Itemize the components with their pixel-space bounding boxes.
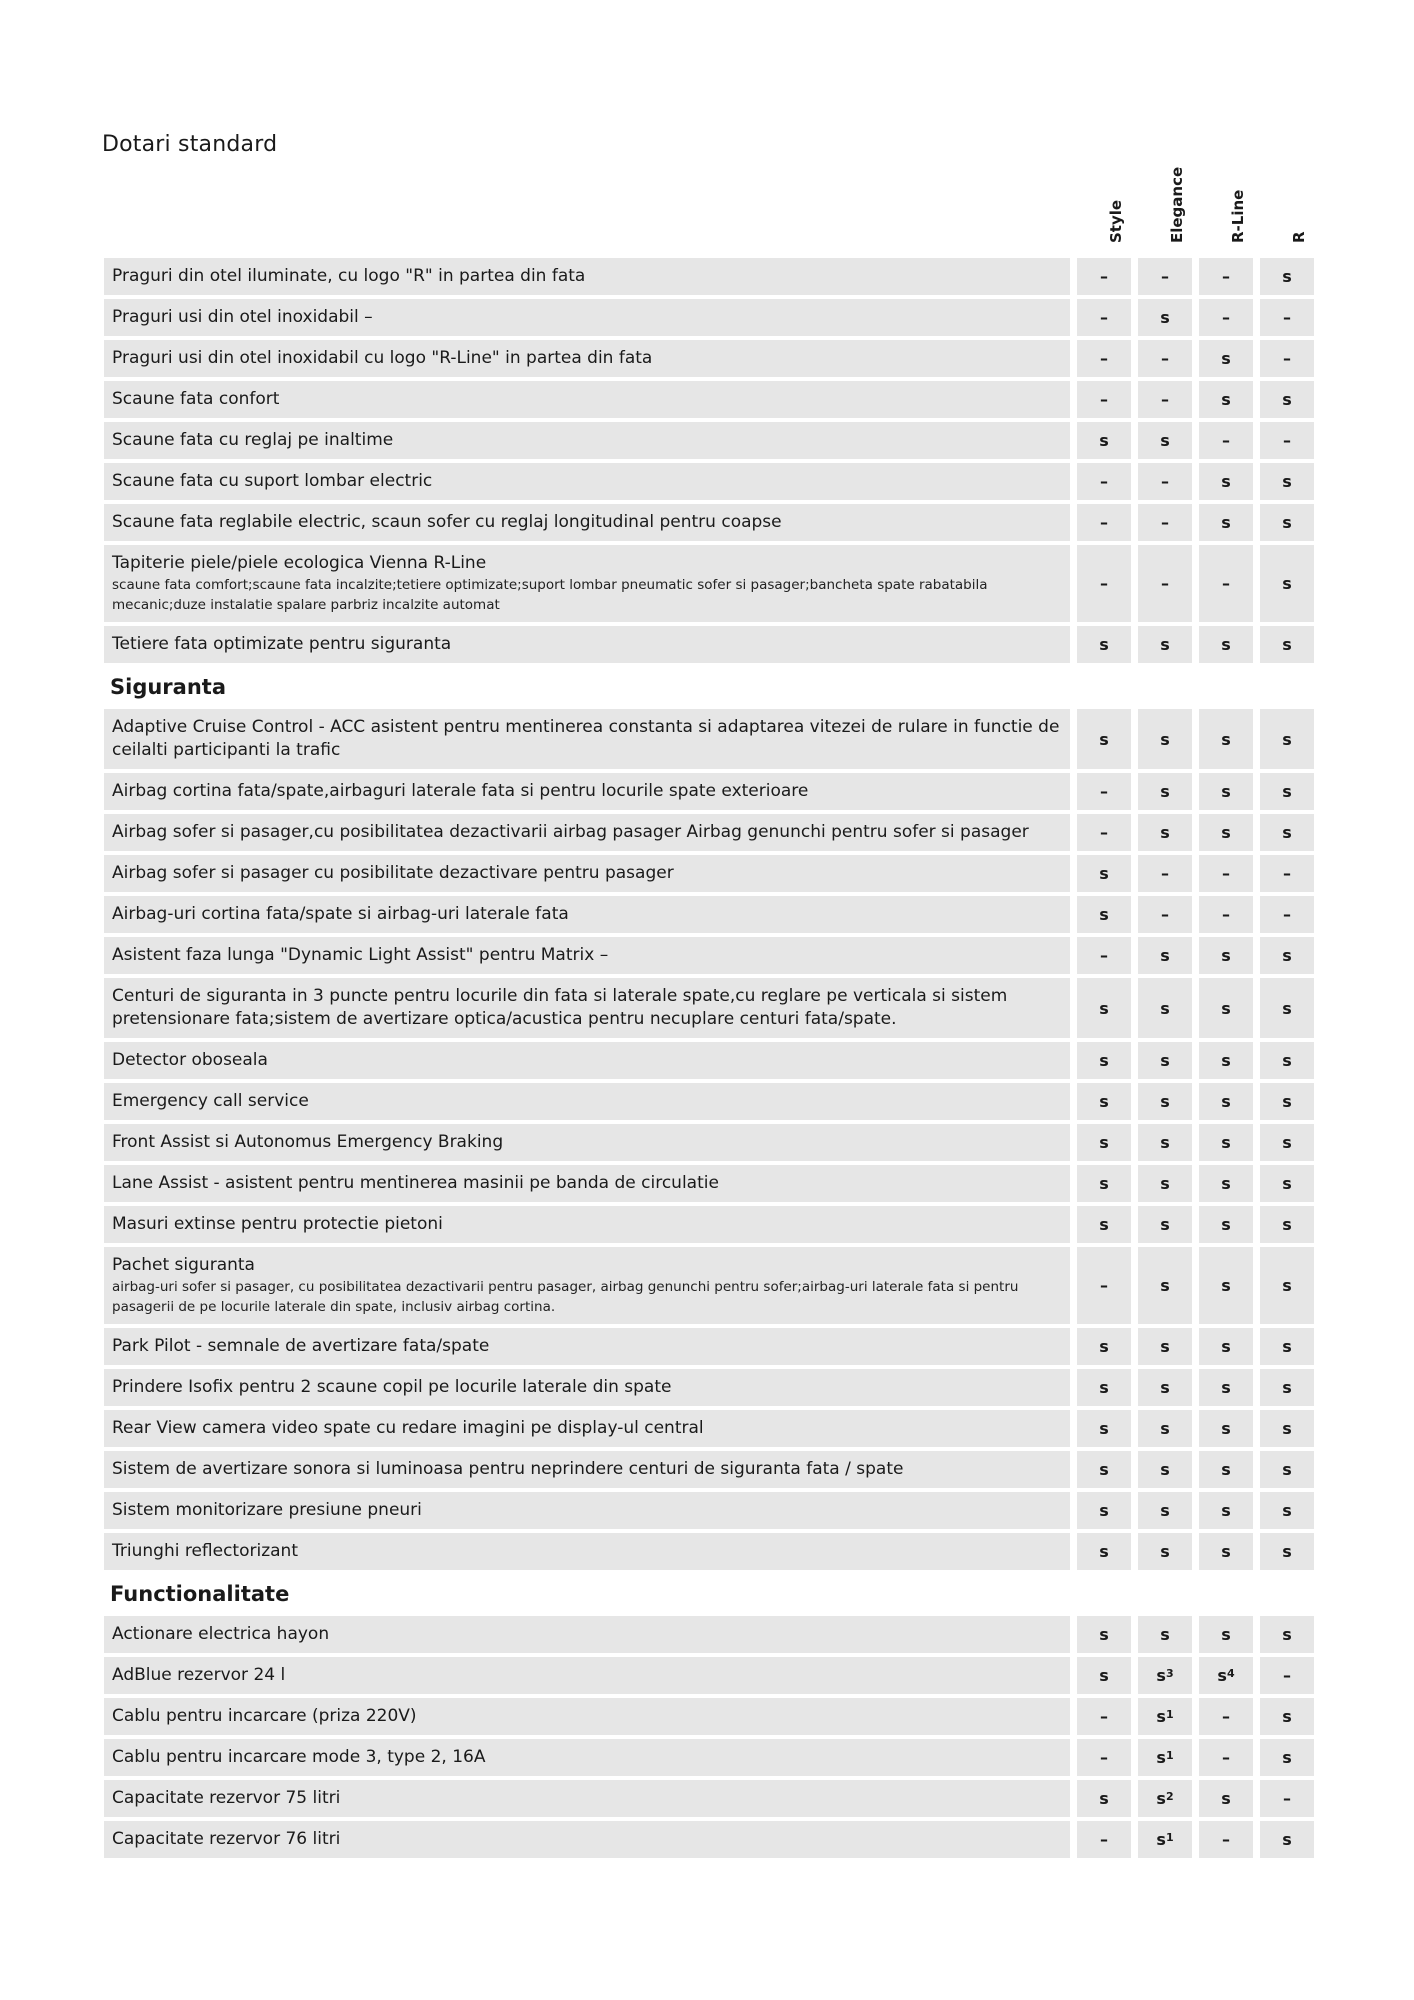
availability-r: s xyxy=(1260,1739,1314,1776)
feature-label-cell xyxy=(104,978,1070,1038)
availability-elegance: – xyxy=(1138,258,1192,295)
table-row xyxy=(104,1165,1322,1202)
feature-label-cell xyxy=(104,896,1070,933)
feature-label: Sistem monitorizare presiune pneuri xyxy=(112,1500,422,1520)
availability-elegance: s xyxy=(1138,1451,1192,1488)
feature-label-cell xyxy=(104,258,1070,295)
availability-r-line: s xyxy=(1199,978,1253,1038)
availability-style: s xyxy=(1077,1780,1131,1817)
feature-label: Airbag sofer si pasager,cu posibilitatea dezactivarii airbag pasager Airbag genunchi pentru sofer si pasager xyxy=(112,822,1029,842)
availability-style: – xyxy=(1077,1698,1131,1735)
availability-r-line: s xyxy=(1199,1124,1253,1161)
table-row xyxy=(104,545,1322,622)
availability-style: s xyxy=(1077,1616,1131,1653)
feature-label: Triunghi reflectorizant xyxy=(112,1541,298,1561)
availability-r: s xyxy=(1260,1083,1314,1120)
availability-r: s xyxy=(1260,709,1314,769)
availability-r-line: s xyxy=(1199,463,1253,500)
availability-r-line: – xyxy=(1199,299,1253,336)
availability-r-line: s xyxy=(1199,1369,1253,1406)
availability-r-line: s xyxy=(1199,504,1253,541)
availability-r-line: s xyxy=(1199,937,1253,974)
table-row xyxy=(104,896,1322,933)
availability-r: s xyxy=(1260,1410,1314,1447)
availability-r-line: s xyxy=(1199,773,1253,810)
table-row xyxy=(104,381,1322,418)
availability-r: s xyxy=(1260,978,1314,1038)
feature-label-cell xyxy=(104,1083,1070,1120)
table-row xyxy=(104,978,1322,1038)
availability-elegance: s xyxy=(1138,1492,1192,1529)
feature-label: Airbag sofer si pasager cu posibilitate dezactivare pentru pasager xyxy=(112,863,674,883)
feature-label-cell xyxy=(104,1780,1070,1817)
feature-label: Airbag-uri cortina fata/spate si airbag-uri laterale fata xyxy=(112,904,569,924)
availability-elegance: s xyxy=(1138,937,1192,974)
feature-label-cell xyxy=(104,299,1070,336)
table-row xyxy=(104,1698,1322,1735)
availability-r: s xyxy=(1260,1124,1314,1161)
feature-label-cell xyxy=(104,1124,1070,1161)
table-row xyxy=(104,1492,1322,1529)
feature-label: Sistem de avertizare sonora si luminoasa pentru neprindere centuri de siguranta fata / spate xyxy=(112,1459,904,1479)
availability-elegance: s xyxy=(1138,1165,1192,1202)
table-row xyxy=(104,626,1322,663)
availability-r-line: – xyxy=(1199,1821,1253,1858)
feature-label: Actionare electrica hayon xyxy=(112,1624,330,1644)
feature-label-cell xyxy=(104,1451,1070,1488)
table-row xyxy=(104,1616,1322,1653)
availability-elegance: s xyxy=(1138,1083,1192,1120)
table-row xyxy=(104,1410,1322,1447)
table-row xyxy=(104,1247,1322,1324)
availability-style: s xyxy=(1077,1124,1131,1161)
availability-r-line: s xyxy=(1199,709,1253,769)
availability-style: – xyxy=(1077,258,1131,295)
feature-label: Praguri din otel iluminate, cu logo "R" in partea din fata xyxy=(112,266,586,286)
availability-elegance: – xyxy=(1138,463,1192,500)
availability-elegance: s xyxy=(1138,709,1192,769)
feature-label: Scaune fata confort xyxy=(112,389,280,409)
availability-r: – xyxy=(1260,299,1314,336)
feature-label-cell xyxy=(104,855,1070,892)
table-row xyxy=(104,1780,1322,1817)
feature-label: Lane Assist - asistent pentru mentinerea masinii pe banda de circulatie xyxy=(112,1173,719,1193)
feature-label-cell xyxy=(104,1206,1070,1243)
availability-r-line: s xyxy=(1199,1451,1253,1488)
availability-style: s xyxy=(1077,1369,1131,1406)
availability-r: s xyxy=(1260,773,1314,810)
availability-elegance: s $^1$ xyxy=(1138,1698,1192,1735)
feature-label: Scaune fata cu reglaj pe inaltime xyxy=(112,430,394,450)
column-header-r: R xyxy=(1290,231,1308,243)
feature-label: Front Assist si Autonomus Emergency Braking xyxy=(112,1132,504,1152)
availability-r-line: s xyxy=(1199,340,1253,377)
availability-r: – xyxy=(1260,1657,1314,1694)
availability-elegance: – xyxy=(1138,504,1192,541)
table-row xyxy=(104,258,1322,295)
feature-label-cell xyxy=(104,463,1070,500)
availability-elegance: – xyxy=(1138,855,1192,892)
availability-r: s xyxy=(1260,504,1314,541)
feature-description: airbag-uri sofer si pasager, cu posibilitatea dezactivarii pentru pasager, airbag genunchi pentru sofer;airbag-uri laterale fata si pentru pasagerii de pe locurile laterale din spate, inclusiv airbag cortina. xyxy=(112,1279,1019,1315)
feature-label: Adaptive Cruise Control - ACC asistent pentru mentinerea constanta si adaptarea vitezei de rulare in functie de ceilalti participanti la trafic xyxy=(112,717,1060,760)
table-row xyxy=(104,709,1322,769)
table-row xyxy=(104,340,1322,377)
availability-style: s xyxy=(1077,978,1131,1038)
availability-style: – xyxy=(1077,545,1131,622)
table-row xyxy=(104,773,1322,810)
availability-r-line: – xyxy=(1199,258,1253,295)
feature-label-cell xyxy=(104,1533,1070,1570)
feature-label: Tapiterie piele/piele ecologica Vienna R-Line xyxy=(112,553,487,573)
availability-elegance: s $^3$ xyxy=(1138,1657,1192,1694)
availability-style: – xyxy=(1077,937,1131,974)
table-row xyxy=(104,1083,1322,1120)
availability-r: s xyxy=(1260,1492,1314,1529)
availability-elegance: s $^2$ xyxy=(1138,1780,1192,1817)
availability-r-line: s xyxy=(1199,1247,1253,1324)
availability-style: s xyxy=(1077,422,1131,459)
feature-label-cell xyxy=(104,1328,1070,1365)
availability-elegance: s $^1$ xyxy=(1138,1821,1192,1858)
footnote-marker: 3 xyxy=(1165,1667,1174,1680)
feature-label: Scaune fata reglabile electric, scaun sofer cu reglaj longitudinal pentru coapse xyxy=(112,512,782,532)
availability-elegance: – xyxy=(1138,381,1192,418)
feature-label: Capacitate rezervor 75 litri xyxy=(112,1788,341,1808)
table-row xyxy=(104,504,1322,541)
availability-elegance: s xyxy=(1138,1328,1192,1365)
feature-label: Centuri de siguranta in 3 puncte pentru locurile din fata si laterale spate,cu reglare pe verticala si sistem pretensionare fata;sistem de avertizare optica/acustica pentru necuplare centuri fata/spate. xyxy=(112,986,1008,1029)
availability-r-line: s xyxy=(1199,1410,1253,1447)
availability-style: – xyxy=(1077,340,1131,377)
feature-label-cell xyxy=(104,1739,1070,1776)
availability-style: s xyxy=(1077,1083,1131,1120)
table-row xyxy=(104,422,1322,459)
availability-style: – xyxy=(1077,1739,1131,1776)
availability-r: s xyxy=(1260,381,1314,418)
feature-label: Cablu pentru incarcare mode 3, type 2, 16A xyxy=(112,1747,486,1767)
availability-elegance: s xyxy=(1138,978,1192,1038)
table-row xyxy=(104,1042,1322,1079)
availability-style: – xyxy=(1077,299,1131,336)
feature-label-cell xyxy=(104,773,1070,810)
availability-style: s xyxy=(1077,1410,1131,1447)
availability-elegance: – xyxy=(1138,896,1192,933)
equipment-table xyxy=(104,258,1322,1862)
feature-label-cell xyxy=(104,504,1070,541)
availability-r: s xyxy=(1260,1698,1314,1735)
availability-r: s xyxy=(1260,1206,1314,1243)
availability-r: s xyxy=(1260,258,1314,295)
availability-r: – xyxy=(1260,896,1314,933)
feature-label: Airbag cortina fata/spate,airbaguri laterale fata si pentru locurile spate exterioare xyxy=(112,781,809,801)
table-row xyxy=(104,937,1322,974)
feature-label-cell xyxy=(104,1042,1070,1079)
table-row xyxy=(104,299,1322,336)
availability-r-line: – xyxy=(1199,1739,1253,1776)
column-header-elegance: Elegance xyxy=(1168,166,1186,243)
feature-label: Cablu pentru incarcare (priza 220V) xyxy=(112,1706,417,1726)
availability-elegance: s $^1$ xyxy=(1138,1739,1192,1776)
availability-r-line: s $^4$ xyxy=(1199,1657,1253,1694)
feature-label-cell xyxy=(104,1698,1070,1735)
availability-elegance: s xyxy=(1138,1042,1192,1079)
availability-r: s xyxy=(1260,1369,1314,1406)
availability-style: s xyxy=(1077,1165,1131,1202)
table-row xyxy=(104,814,1322,851)
feature-label-cell xyxy=(104,1657,1070,1694)
footnote-marker: 1 xyxy=(1165,1708,1174,1721)
availability-r-line: s xyxy=(1199,1328,1253,1365)
availability-r: s xyxy=(1260,1533,1314,1570)
table-row xyxy=(104,1451,1322,1488)
availability-style: – xyxy=(1077,381,1131,418)
availability-r-line: s xyxy=(1199,1083,1253,1120)
feature-label-cell xyxy=(104,626,1070,663)
feature-label-cell xyxy=(104,814,1070,851)
availability-style: – xyxy=(1077,1247,1131,1324)
section-title: Siguranta xyxy=(110,675,226,699)
footnote-marker: 4 xyxy=(1226,1667,1235,1680)
availability-elegance: – xyxy=(1138,545,1192,622)
feature-label-cell xyxy=(104,1247,1070,1324)
availability-r: s xyxy=(1260,1451,1314,1488)
feature-label: Rear View camera video spate cu redare imagini pe display-ul central xyxy=(112,1418,704,1438)
availability-r-line: s xyxy=(1199,1616,1253,1653)
availability-elegance: s xyxy=(1138,1124,1192,1161)
availability-r: s xyxy=(1260,1042,1314,1079)
availability-r: – xyxy=(1260,1780,1314,1817)
feature-label: Prindere Isofix pentru 2 scaune copil pe locurile laterale din spate xyxy=(112,1377,672,1397)
availability-r-line: s xyxy=(1199,1780,1253,1817)
feature-label-cell xyxy=(104,340,1070,377)
availability-r-line: s xyxy=(1199,1206,1253,1243)
feature-label-cell xyxy=(104,1492,1070,1529)
availability-r-line: – xyxy=(1199,896,1253,933)
table-row xyxy=(104,1739,1322,1776)
availability-r-line: – xyxy=(1199,422,1253,459)
feature-label: Pachet siguranta xyxy=(112,1255,255,1275)
feature-label: Praguri usi din otel inoxidabil cu logo "R-Line" in partea din fata xyxy=(112,348,653,368)
table-row xyxy=(104,1369,1322,1406)
availability-style: s xyxy=(1077,1533,1131,1570)
table-row xyxy=(104,1533,1322,1570)
availability-style: – xyxy=(1077,463,1131,500)
feature-label-cell xyxy=(104,1369,1070,1406)
section-title: Functionalitate xyxy=(110,1582,290,1606)
availability-style: s xyxy=(1077,626,1131,663)
feature-label: Park Pilot - semnale de avertizare fata/spate xyxy=(112,1336,490,1356)
table-row xyxy=(104,1657,1322,1694)
page-title: Dotari standard xyxy=(102,132,278,157)
feature-label: Detector oboseala xyxy=(112,1050,268,1070)
availability-elegance: s xyxy=(1138,1369,1192,1406)
availability-elegance: s xyxy=(1138,626,1192,663)
feature-label-cell xyxy=(104,1821,1070,1858)
feature-label-cell xyxy=(104,381,1070,418)
footnote-marker: 2 xyxy=(1165,1790,1174,1803)
availability-style: s xyxy=(1077,896,1131,933)
feature-label: Praguri usi din otel inoxidabil – xyxy=(112,307,373,327)
feature-label: Emergency call service xyxy=(112,1091,309,1111)
table-row xyxy=(104,1821,1322,1858)
availability-elegance: s xyxy=(1138,1206,1192,1243)
availability-r: – xyxy=(1260,340,1314,377)
availability-r-line: s xyxy=(1199,1492,1253,1529)
availability-r: s xyxy=(1260,1821,1314,1858)
availability-elegance: s xyxy=(1138,1616,1192,1653)
feature-label: AdBlue rezervor 24 l xyxy=(112,1665,286,1685)
availability-r: – xyxy=(1260,855,1314,892)
table-row xyxy=(104,855,1322,892)
availability-r-line: s xyxy=(1199,626,1253,663)
availability-r-line: s xyxy=(1199,1533,1253,1570)
availability-elegance: s xyxy=(1138,299,1192,336)
availability-style: s xyxy=(1077,1328,1131,1365)
table-row xyxy=(104,1124,1322,1161)
availability-style: s xyxy=(1077,1042,1131,1079)
availability-r-line: s xyxy=(1199,1165,1253,1202)
availability-elegance: s xyxy=(1138,1410,1192,1447)
availability-r-line: – xyxy=(1199,855,1253,892)
availability-style: – xyxy=(1077,773,1131,810)
availability-style: s xyxy=(1077,1206,1131,1243)
feature-label: Capacitate rezervor 76 litri xyxy=(112,1829,341,1849)
availability-r-line: – xyxy=(1199,545,1253,622)
availability-r: – xyxy=(1260,422,1314,459)
feature-label-cell xyxy=(104,422,1070,459)
table-row xyxy=(104,463,1322,500)
availability-elegance: s xyxy=(1138,1247,1192,1324)
availability-r: s xyxy=(1260,1616,1314,1653)
availability-r-line: – xyxy=(1199,1698,1253,1735)
availability-style: – xyxy=(1077,1821,1131,1858)
feature-label-cell xyxy=(104,937,1070,974)
table-row xyxy=(104,1206,1322,1243)
availability-r: s xyxy=(1260,1247,1314,1324)
feature-label-cell xyxy=(104,545,1070,622)
availability-style: s xyxy=(1077,1492,1131,1529)
availability-style: s xyxy=(1077,1657,1131,1694)
footnote-marker: 1 xyxy=(1165,1831,1174,1844)
availability-elegance: – xyxy=(1138,340,1192,377)
availability-r: s xyxy=(1260,1165,1314,1202)
feature-label: Tetiere fata optimizate pentru siguranta xyxy=(112,634,452,654)
availability-style: s xyxy=(1077,709,1131,769)
availability-r-line: s xyxy=(1199,381,1253,418)
availability-r: s xyxy=(1260,1328,1314,1365)
column-header-r-line: R-Line xyxy=(1229,189,1247,243)
availability-r: s xyxy=(1260,545,1314,622)
feature-label-cell xyxy=(104,1410,1070,1447)
availability-r: s xyxy=(1260,463,1314,500)
availability-r: s xyxy=(1260,937,1314,974)
feature-label-cell xyxy=(104,709,1070,769)
feature-label-cell xyxy=(104,1616,1070,1653)
feature-label: Asistent faza lunga "Dynamic Light Assist" pentru Matrix – xyxy=(112,945,609,965)
feature-label: Masuri extinse pentru protectie pietoni xyxy=(112,1214,443,1234)
feature-description: scaune fata comfort;scaune fata incalzite;tetiere optimizate;suport lombar pneumatic sofer si pasager;bancheta spate rabatabila mecanic;duze instalatie spalare parbriz incalzite automat xyxy=(112,577,988,613)
availability-elegance: s xyxy=(1138,814,1192,851)
table-row xyxy=(104,1328,1322,1365)
feature-label-cell xyxy=(104,1165,1070,1202)
availability-elegance: s xyxy=(1138,422,1192,459)
availability-style: s xyxy=(1077,855,1131,892)
availability-elegance: s xyxy=(1138,1533,1192,1570)
footnote-marker: 1 xyxy=(1165,1749,1174,1762)
availability-r: s xyxy=(1260,626,1314,663)
availability-style: – xyxy=(1077,814,1131,851)
availability-elegance: s xyxy=(1138,773,1192,810)
availability-style: s xyxy=(1077,1451,1131,1488)
availability-style: – xyxy=(1077,504,1131,541)
availability-r-line: s xyxy=(1199,814,1253,851)
feature-label: Scaune fata cu suport lombar electric xyxy=(112,471,433,491)
column-header-style: Style xyxy=(1107,199,1125,243)
availability-r-line: s xyxy=(1199,1042,1253,1079)
availability-r: s xyxy=(1260,814,1314,851)
